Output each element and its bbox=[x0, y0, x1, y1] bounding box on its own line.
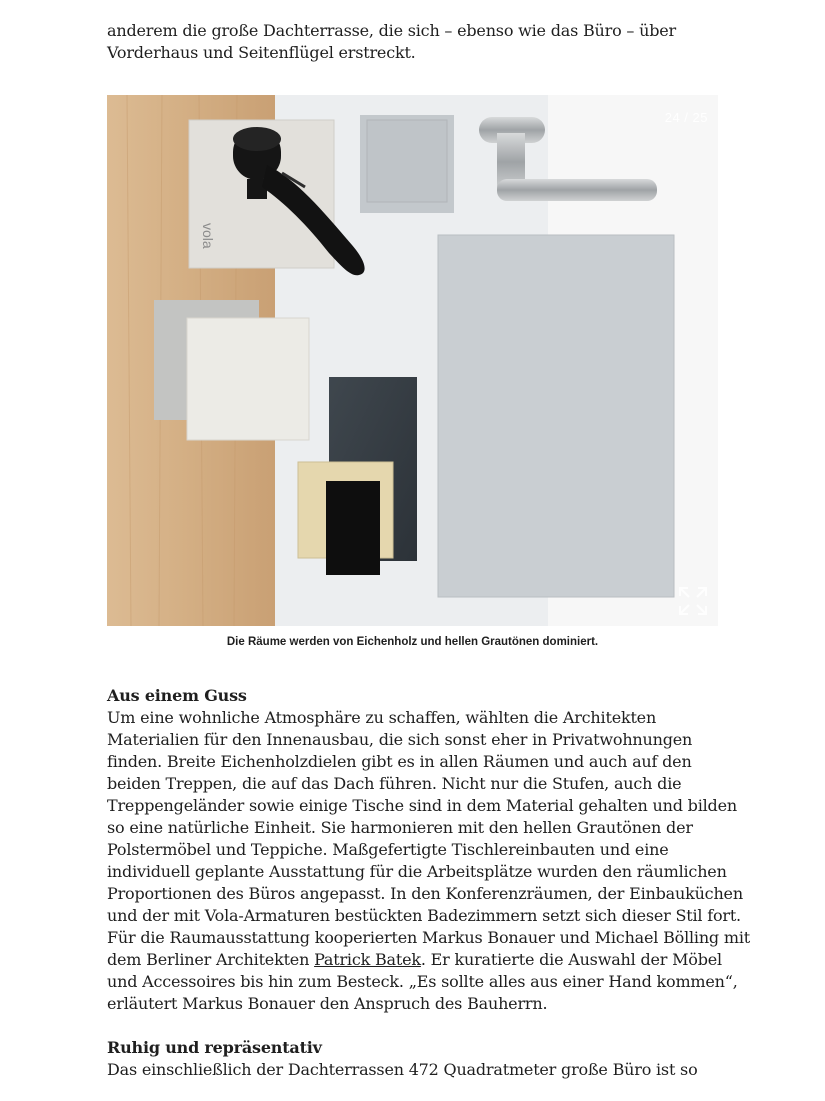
paragraph-line: Für die Raumausstattung kooperierten Markus Bonauer und Michael Bölling mit bbox=[107, 928, 750, 947]
link-prefix-text: dem Berliner Architekten bbox=[107, 950, 315, 969]
gallery-counter: 24 / 25 bbox=[664, 110, 708, 125]
section-aus-einem-guss bbox=[107, 685, 750, 1015]
intro-line-2: Vorderhaus und Seitenflügel erstreckt. bbox=[107, 43, 416, 62]
image-caption: Die Räume werden von Eichenholz und hellen Grautönen dominiert. bbox=[226, 636, 599, 648]
paragraph-line: Das einschließlich der Dachterrassen 472 Quadratmeter große Büro ist so bbox=[107, 1060, 698, 1079]
link-suffix-text: . Er kuratierte die Auswahl der Möbel bbox=[420, 950, 722, 969]
section-heading: Aus einem Guss bbox=[107, 686, 247, 705]
paragraph-line: Treppengeländer sowie einige Tische sind in dem Material gehalten und bilden bbox=[107, 796, 737, 815]
gallery-image[interactable] bbox=[107, 95, 718, 626]
section-heading: Ruhig und repräsentativ bbox=[107, 1038, 322, 1057]
white-tile bbox=[187, 318, 309, 440]
expand-icon[interactable] bbox=[678, 586, 708, 616]
paragraph-line: so eine natürliche Einheit. Sie harmonieren mit den hellen Grautönen der bbox=[107, 818, 693, 837]
paragraph-line: Proportionen des Büros angepasst. In den Konferenzräumen, der Einbauküchen bbox=[107, 884, 743, 903]
paragraph-line: Materialien für den Innenausbau, die sich sonst eher in Privatwohnungen bbox=[107, 730, 693, 749]
material-moodboard-photo bbox=[107, 95, 718, 626]
paragraph-line: Um eine wohnliche Atmosphäre zu schaffen, wählten die Architekten bbox=[107, 708, 657, 727]
paragraph-line: und Accessoires bis hin zum Besteck. „Es sollte alles aus einer Hand kommen“, bbox=[107, 972, 738, 991]
intro-paragraph bbox=[107, 20, 727, 64]
patrick-batek-link[interactable]: Patrick Batek bbox=[314, 950, 421, 969]
paragraph-line: finden. Breite Eichenholzdielen gibt es in allen Räumen und auch auf den bbox=[107, 752, 692, 771]
black-sample bbox=[326, 481, 380, 575]
section-ruhig-und-repraesentativ bbox=[107, 1037, 727, 1081]
paragraph-line: und der mit Vola-Armaturen bestückten Badezimmern setzt sich dieser Stil fort. bbox=[107, 906, 741, 925]
grey-panel bbox=[438, 235, 674, 597]
light-switch bbox=[367, 120, 447, 202]
paragraph-line: beiden Treppen, die auf das Dach führen. Nicht nur die Stufen, auch die bbox=[107, 774, 682, 793]
intro-line-1: anderem die große Dachterrasse, die sich – ebenso wie das Büro – über bbox=[107, 21, 676, 40]
vola-label: vola bbox=[200, 223, 216, 249]
paragraph-line: erläutert Markus Bonauer den Anspruch des Bauherrn. bbox=[107, 994, 548, 1013]
paragraph-line: individuell geplante Ausstattung für die Arbeitsplätze wurden den räumlichen bbox=[107, 862, 727, 881]
paragraph-line: Polstermöbel und Teppiche. Maßgefertigte Tischlereinbauten und eine bbox=[107, 840, 669, 859]
paragraph-line-with-link bbox=[107, 949, 727, 971]
